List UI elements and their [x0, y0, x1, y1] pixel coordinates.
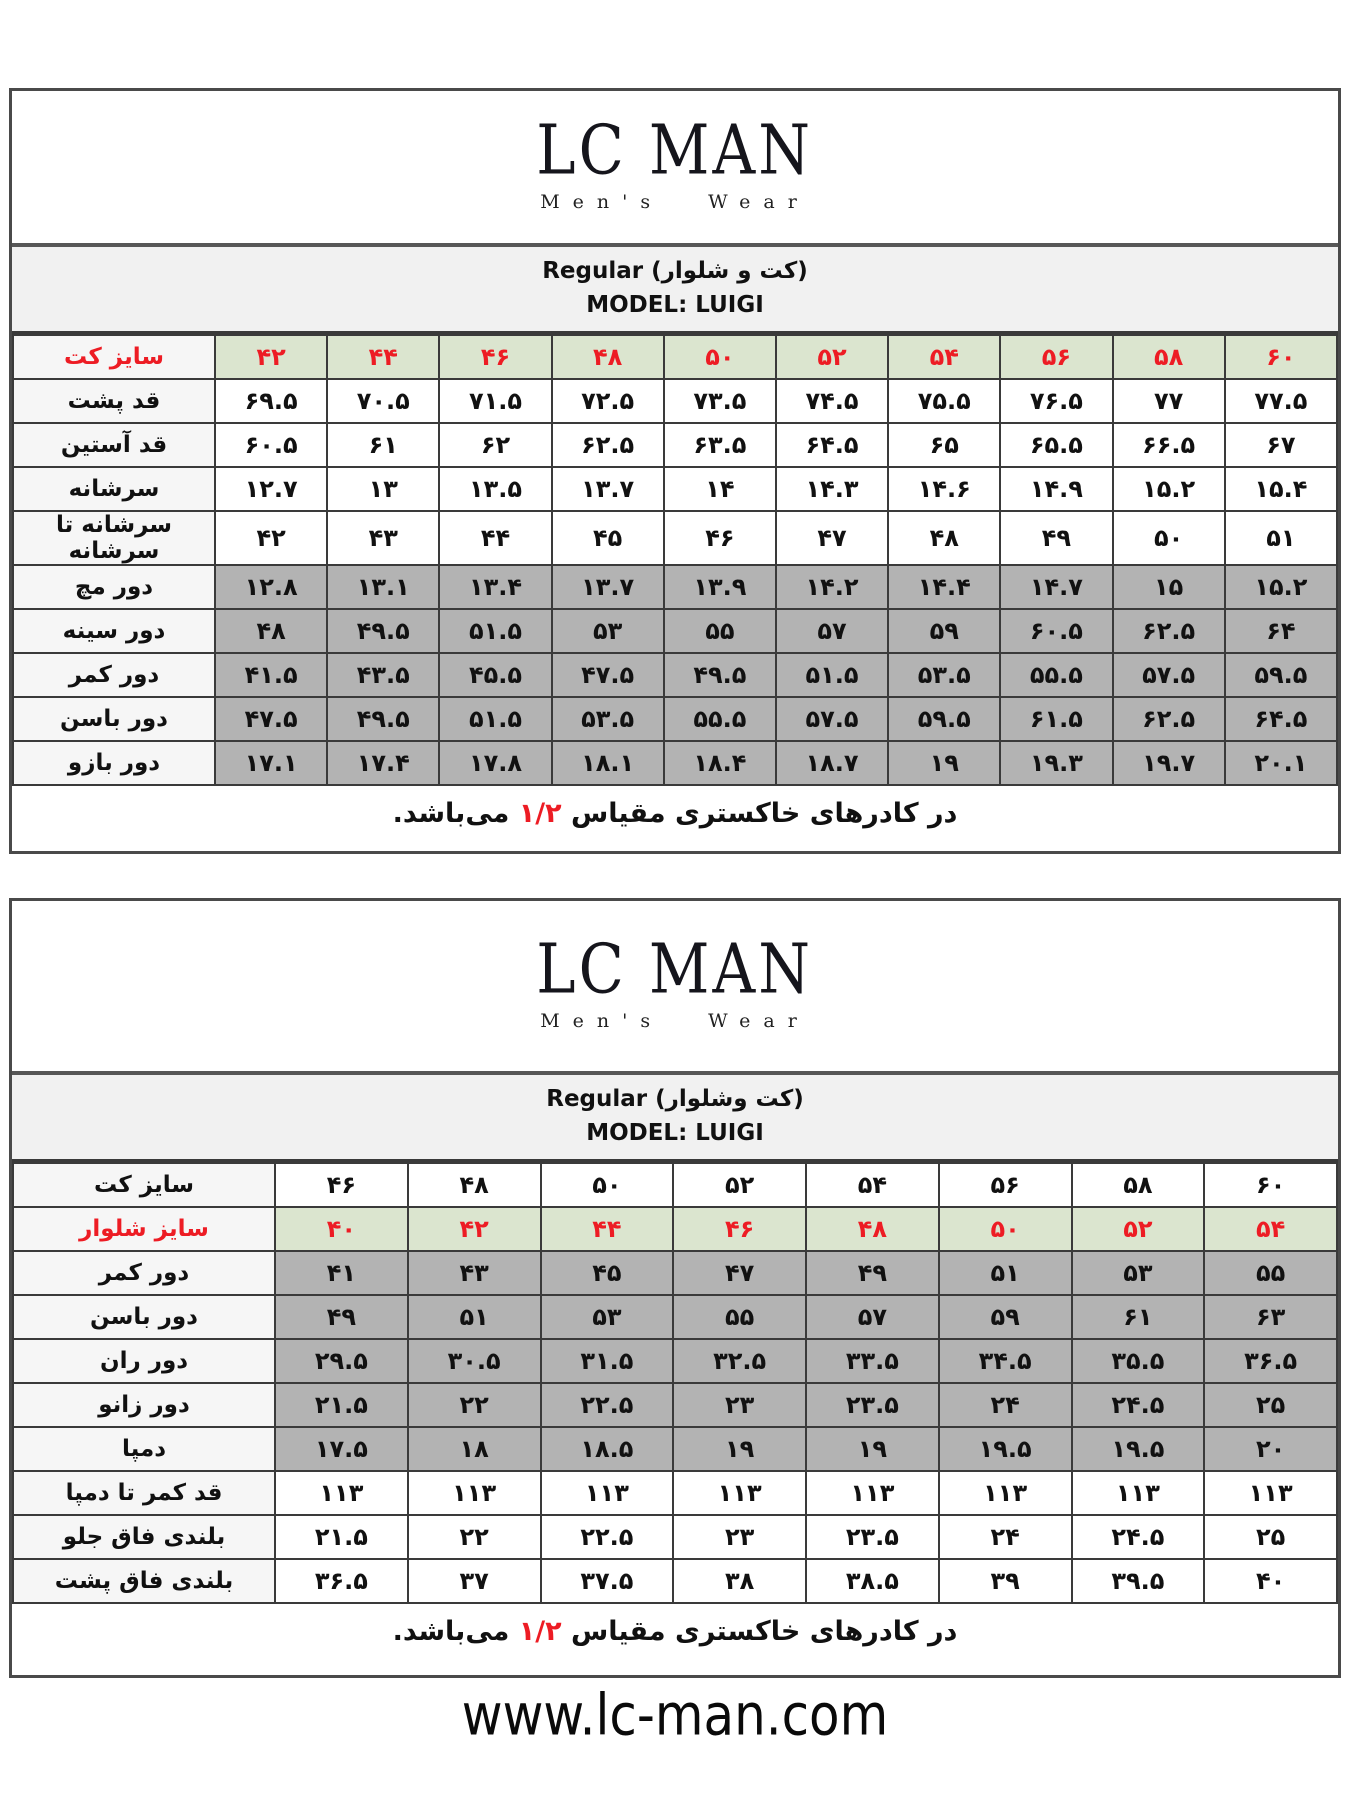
value-cell: ۷۷	[1113, 379, 1225, 423]
value-cell: ۱۹.۳	[1000, 741, 1112, 785]
table-row	[13, 1339, 1337, 1383]
value-cell: ۱۹.۵	[1072, 1427, 1205, 1471]
value-cell: ۵۵.۵	[664, 697, 776, 741]
value-cell: ۴۴	[327, 335, 439, 379]
table-row	[13, 423, 1337, 467]
value-cell: ۴۹.۵	[327, 697, 439, 741]
row-label: دمپا	[13, 1427, 275, 1471]
value-cell: ۱۴.۹	[1000, 467, 1112, 511]
value-cell: ۵۶	[939, 1163, 1072, 1207]
value-cell: ۱۱۳	[673, 1471, 806, 1515]
value-cell: ۷۰.۵	[327, 379, 439, 423]
value-cell: ۵۸	[1113, 335, 1225, 379]
value-cell: ۱۳.۴	[439, 565, 551, 609]
note-post: می‌باشد.	[392, 797, 510, 829]
value-cell: ۴۲	[215, 511, 327, 565]
jacket-size-chart-card	[9, 88, 1341, 854]
table-row	[13, 609, 1337, 653]
value-cell: ۱۹	[888, 741, 1000, 785]
value-cell: ۱۹	[806, 1427, 939, 1471]
value-cell: ۵۱	[1225, 511, 1337, 565]
value-cell: ۶۲.۵	[1113, 697, 1225, 741]
value-cell: ۴۷.۵	[552, 653, 664, 697]
table-row	[13, 1427, 1337, 1471]
fit-type-latin: Regular	[542, 258, 644, 284]
value-cell: ۵۱.۵	[439, 697, 551, 741]
value-cell: ۵۴	[806, 1163, 939, 1207]
value-cell: ۶۱	[327, 423, 439, 467]
note-fraction: ۱/۲	[518, 797, 562, 829]
row-label: دور زانو	[13, 1383, 275, 1427]
value-cell: ۵۳	[552, 609, 664, 653]
value-cell: ۵۰	[939, 1207, 1072, 1251]
value-cell: ۳۷	[408, 1559, 541, 1603]
table-row	[13, 1471, 1337, 1515]
row-label: سرشانه تا سرشانه	[13, 511, 215, 565]
value-cell: ۵۷	[806, 1295, 939, 1339]
value-cell: ۶۳	[1204, 1295, 1337, 1339]
value-cell: ۶۰.۵	[1000, 609, 1112, 653]
value-cell: ۵۰	[541, 1163, 674, 1207]
value-cell: ۴۴	[541, 1207, 674, 1251]
value-cell: ۶۵	[888, 423, 1000, 467]
value-cell: ۴۳.۵	[327, 653, 439, 697]
value-cell: ۶۹.۵	[215, 379, 327, 423]
value-cell: ۴۲	[215, 335, 327, 379]
fit-type-line	[12, 256, 1338, 287]
value-cell: ۴۹	[806, 1251, 939, 1295]
value-cell: ۱۹.۷	[1113, 741, 1225, 785]
table-row	[13, 1163, 1337, 1207]
value-cell: ۱۴.۲	[776, 565, 888, 609]
table-row	[13, 697, 1337, 741]
jacket-size-table	[12, 334, 1338, 786]
value-cell: ۱۷.۸	[439, 741, 551, 785]
value-cell: ۵۲	[776, 335, 888, 379]
half-scale-note	[12, 1604, 1338, 1647]
value-cell: ۱۷.۱	[215, 741, 327, 785]
value-cell: ۶۱.۵	[1000, 697, 1112, 741]
value-cell: ۶۴	[1225, 609, 1337, 653]
value-cell: ۷۳.۵	[664, 379, 776, 423]
value-cell: ۶۰	[1225, 335, 1337, 379]
value-cell: ۴۵	[541, 1251, 674, 1295]
value-cell: ۴۶	[439, 335, 551, 379]
value-cell: ۵۷	[776, 609, 888, 653]
value-cell: ۲۵	[1204, 1383, 1337, 1427]
value-cell: ۳۶.۵	[1204, 1339, 1337, 1383]
value-cell: ۴۶	[673, 1207, 806, 1251]
value-cell: ۷۵.۵	[888, 379, 1000, 423]
row-label: بلندی فاق پشت	[13, 1559, 275, 1603]
value-cell: ۶۴.۵	[776, 423, 888, 467]
value-cell: ۴۸	[408, 1163, 541, 1207]
value-cell: ۶۰.۵	[215, 423, 327, 467]
value-cell: ۵۵	[1204, 1251, 1337, 1295]
value-cell: ۲۱.۵	[275, 1515, 408, 1559]
value-cell: ۲۴.۵	[1072, 1515, 1205, 1559]
value-cell: ۴۴	[439, 511, 551, 565]
table-row	[13, 1383, 1337, 1427]
value-cell: ۲۲.۵	[541, 1383, 674, 1427]
value-cell: ۲۴	[939, 1515, 1072, 1559]
value-cell: ۱۴.۶	[888, 467, 1000, 511]
table-row	[13, 653, 1337, 697]
value-cell: ۳۲.۵	[673, 1339, 806, 1383]
fit-type-latin: Regular	[546, 1086, 648, 1112]
value-cell: ۶۰	[1204, 1163, 1337, 1207]
value-cell: ۱۵	[1113, 565, 1225, 609]
value-cell: ۶۲	[439, 423, 551, 467]
value-cell: ۳۸.۵	[806, 1559, 939, 1603]
value-cell: ۳۰.۵	[408, 1339, 541, 1383]
value-cell: ۱۴.۳	[776, 467, 888, 511]
value-cell: ۵۶	[1000, 335, 1112, 379]
value-cell: ۲۰.۱	[1225, 741, 1337, 785]
value-cell: ۷۶.۵	[1000, 379, 1112, 423]
value-cell: ۱۵.۴	[1225, 467, 1337, 511]
value-cell: ۲۱.۵	[275, 1383, 408, 1427]
value-cell: ۴۸	[215, 609, 327, 653]
value-cell: ۳۶.۵	[275, 1559, 408, 1603]
value-cell: ۶۱	[1072, 1295, 1205, 1339]
value-cell: ۴۶	[275, 1163, 408, 1207]
row-label: سایز کت	[13, 1163, 275, 1207]
note-post: می‌باشد.	[392, 1615, 510, 1647]
note-pre: در کادرهای خاکستری مقیاس	[571, 1615, 958, 1647]
value-cell: ۴۰	[1204, 1559, 1337, 1603]
value-cell: ۱۱۳	[541, 1471, 674, 1515]
value-cell: ۱۵.۲	[1225, 565, 1337, 609]
value-cell: ۱۱۳	[408, 1471, 541, 1515]
value-cell: ۶۶.۵	[1113, 423, 1225, 467]
value-cell: ۷۱.۵	[439, 379, 551, 423]
value-cell: ۴۹	[275, 1295, 408, 1339]
row-label: دور کمر	[13, 1251, 275, 1295]
table-row	[13, 1515, 1337, 1559]
brand-logo: LC MAN	[536, 928, 814, 1010]
value-cell: ۵۱	[939, 1251, 1072, 1295]
value-cell: ۱۳	[327, 467, 439, 511]
model-name: MODEL: LUIGI	[586, 1120, 764, 1147]
chart-title-band	[12, 243, 1338, 334]
value-cell: ۵۳.۵	[552, 697, 664, 741]
value-cell: ۱۴.۴	[888, 565, 1000, 609]
value-cell: ۵۱.۵	[776, 653, 888, 697]
value-cell: ۳۸	[673, 1559, 806, 1603]
value-cell: ۱۲.۷	[215, 467, 327, 511]
value-cell: ۵۳.۵	[888, 653, 1000, 697]
row-label: قد کمر تا دمپا	[13, 1471, 275, 1515]
value-cell: ۳۴.۵	[939, 1339, 1072, 1383]
value-cell: ۴۷	[673, 1251, 806, 1295]
value-cell: ۴۵	[552, 511, 664, 565]
value-cell: ۲۹.۵	[275, 1339, 408, 1383]
row-label: سایز کت	[13, 335, 215, 379]
value-cell: ۵۷.۵	[776, 697, 888, 741]
value-cell: ۵۰	[664, 335, 776, 379]
row-label: سایز شلوار	[13, 1207, 275, 1251]
value-cell: ۵۹.۵	[888, 697, 1000, 741]
value-cell: ۱۸.۵	[541, 1427, 674, 1471]
value-cell: ۲۳.۵	[806, 1383, 939, 1427]
value-cell: ۵۷.۵	[1113, 653, 1225, 697]
value-cell: ۴۶	[664, 511, 776, 565]
value-cell: ۱۸	[408, 1427, 541, 1471]
value-cell: ۱۱۳	[939, 1471, 1072, 1515]
value-cell: ۱۸.۱	[552, 741, 664, 785]
value-cell: ۲۴.۵	[1072, 1383, 1205, 1427]
value-cell: ۴۸	[806, 1207, 939, 1251]
value-cell: ۵۴	[888, 335, 1000, 379]
value-cell: ۷۷.۵	[1225, 379, 1337, 423]
table-row	[13, 335, 1337, 379]
value-cell: ۱۳.۵	[439, 467, 551, 511]
table-row	[13, 1207, 1337, 1251]
value-cell: ۵۹.۵	[1225, 653, 1337, 697]
fit-type-farsi: (کت وشلوار)	[655, 1086, 804, 1112]
value-cell: ۴۰	[275, 1207, 408, 1251]
value-cell: ۳۷.۵	[541, 1559, 674, 1603]
value-cell: ۲۲	[408, 1515, 541, 1559]
value-cell: ۱۸.۴	[664, 741, 776, 785]
value-cell: ۷۲.۵	[552, 379, 664, 423]
fit-type-farsi: (کت و شلوار)	[651, 258, 808, 284]
value-cell: ۳۹.۵	[1072, 1559, 1205, 1603]
value-cell: ۱۳.۹	[664, 565, 776, 609]
row-label: دور کمر	[13, 653, 215, 697]
value-cell: ۶۳.۵	[664, 423, 776, 467]
row-label: دور مچ	[13, 565, 215, 609]
value-cell: ۲۳	[673, 1515, 806, 1559]
row-label: دور باسن	[13, 1295, 275, 1339]
value-cell: ۵۰	[1113, 511, 1225, 565]
row-label: بلندی فاق جلو	[13, 1515, 275, 1559]
value-cell: ۴۹	[1000, 511, 1112, 565]
trouser-size-chart-card	[9, 898, 1341, 1678]
model-name: MODEL: LUIGI	[586, 292, 764, 319]
row-label: دور سینه	[13, 609, 215, 653]
value-cell: ۱۴	[664, 467, 776, 511]
value-cell: ۵۴	[1204, 1207, 1337, 1251]
value-cell: ۶۴.۵	[1225, 697, 1337, 741]
table-row	[13, 1295, 1337, 1339]
value-cell: ۵۸	[1072, 1163, 1205, 1207]
value-cell: ۱۳.۱	[327, 565, 439, 609]
row-label: قد آستین	[13, 423, 215, 467]
value-cell: ۶۲.۵	[552, 423, 664, 467]
value-cell: ۵۵	[673, 1295, 806, 1339]
value-cell: ۱۱۳	[806, 1471, 939, 1515]
value-cell: ۵۵	[664, 609, 776, 653]
value-cell: ۴۱	[275, 1251, 408, 1295]
value-cell: ۲۳	[673, 1383, 806, 1427]
value-cell: ۱۷.۵	[275, 1427, 408, 1471]
value-cell: ۱۱۳	[1204, 1471, 1337, 1515]
value-cell: ۱۳.۷	[552, 565, 664, 609]
brand-tagline: Men's Wear	[540, 191, 810, 213]
value-cell: ۲۲	[408, 1383, 541, 1427]
row-label: قد پشت	[13, 379, 215, 423]
value-cell: ۵۹	[939, 1295, 1072, 1339]
value-cell: ۱۹.۵	[939, 1427, 1072, 1471]
value-cell: ۱۸.۷	[776, 741, 888, 785]
value-cell: ۴۷	[776, 511, 888, 565]
value-cell: ۳۵.۵	[1072, 1339, 1205, 1383]
value-cell: ۱۹	[673, 1427, 806, 1471]
value-cell: ۳۳.۵	[806, 1339, 939, 1383]
brand-logo-area	[12, 901, 1338, 1071]
value-cell: ۴۵.۵	[439, 653, 551, 697]
value-cell: ۲۲.۵	[541, 1515, 674, 1559]
table-row	[13, 1559, 1337, 1603]
value-cell: ۴۳	[327, 511, 439, 565]
value-cell: ۶۷	[1225, 423, 1337, 467]
value-cell: ۵۱	[408, 1295, 541, 1339]
value-cell: ۴۸	[552, 335, 664, 379]
value-cell: ۳۱.۵	[541, 1339, 674, 1383]
value-cell: ۶۵.۵	[1000, 423, 1112, 467]
chart-title-band	[12, 1071, 1338, 1162]
value-cell: ۱۴.۷	[1000, 565, 1112, 609]
value-cell: ۱۳.۷	[552, 467, 664, 511]
value-cell: ۵۵.۵	[1000, 653, 1112, 697]
value-cell: ۵۲	[1072, 1207, 1205, 1251]
value-cell: ۵۳	[541, 1295, 674, 1339]
value-cell: ۴۹.۵	[327, 609, 439, 653]
value-cell: ۵۱.۵	[439, 609, 551, 653]
brand-logo-area	[12, 91, 1338, 243]
value-cell: ۶۲.۵	[1113, 609, 1225, 653]
value-cell: ۳۹	[939, 1559, 1072, 1603]
value-cell: ۴۹.۵	[664, 653, 776, 697]
table-row	[13, 741, 1337, 785]
brand-tagline: Men's Wear	[540, 1010, 810, 1032]
table-row	[13, 565, 1337, 609]
table-row	[13, 1251, 1337, 1295]
value-cell: ۴۸	[888, 511, 1000, 565]
value-cell: ۱۱۳	[275, 1471, 408, 1515]
value-cell: ۴۷.۵	[215, 697, 327, 741]
trouser-size-table	[12, 1162, 1338, 1604]
value-cell: ۲۵	[1204, 1515, 1337, 1559]
half-scale-note	[12, 786, 1338, 829]
table-row	[13, 467, 1337, 511]
value-cell: ۵۹	[888, 609, 1000, 653]
value-cell: ۲۰	[1204, 1427, 1337, 1471]
row-label: دور ران	[13, 1339, 275, 1383]
table-row	[13, 379, 1337, 423]
value-cell: ۴۳	[408, 1251, 541, 1295]
value-cell: ۱۱۳	[1072, 1471, 1205, 1515]
note-pre: در کادرهای خاکستری مقیاس	[571, 797, 958, 829]
value-cell: ۱۲.۸	[215, 565, 327, 609]
table-row	[13, 511, 1337, 565]
note-fraction: ۱/۲	[518, 1615, 562, 1647]
value-cell: ۲۴	[939, 1383, 1072, 1427]
value-cell: ۷۴.۵	[776, 379, 888, 423]
value-cell: ۱۷.۴	[327, 741, 439, 785]
value-cell: ۴۱.۵	[215, 653, 327, 697]
website-url: www.lc-man.com	[461, 1683, 889, 1749]
row-label: دور باسن	[13, 697, 215, 741]
value-cell: ۵۲	[673, 1163, 806, 1207]
row-label: دور بازو	[13, 741, 215, 785]
brand-logo: LC MAN	[536, 109, 814, 191]
value-cell: ۱۵.۲	[1113, 467, 1225, 511]
value-cell: ۵۳	[1072, 1251, 1205, 1295]
row-label: سرشانه	[13, 467, 215, 511]
fit-type-line	[12, 1084, 1338, 1115]
value-cell: ۴۲	[408, 1207, 541, 1251]
value-cell: ۲۳.۵	[806, 1515, 939, 1559]
